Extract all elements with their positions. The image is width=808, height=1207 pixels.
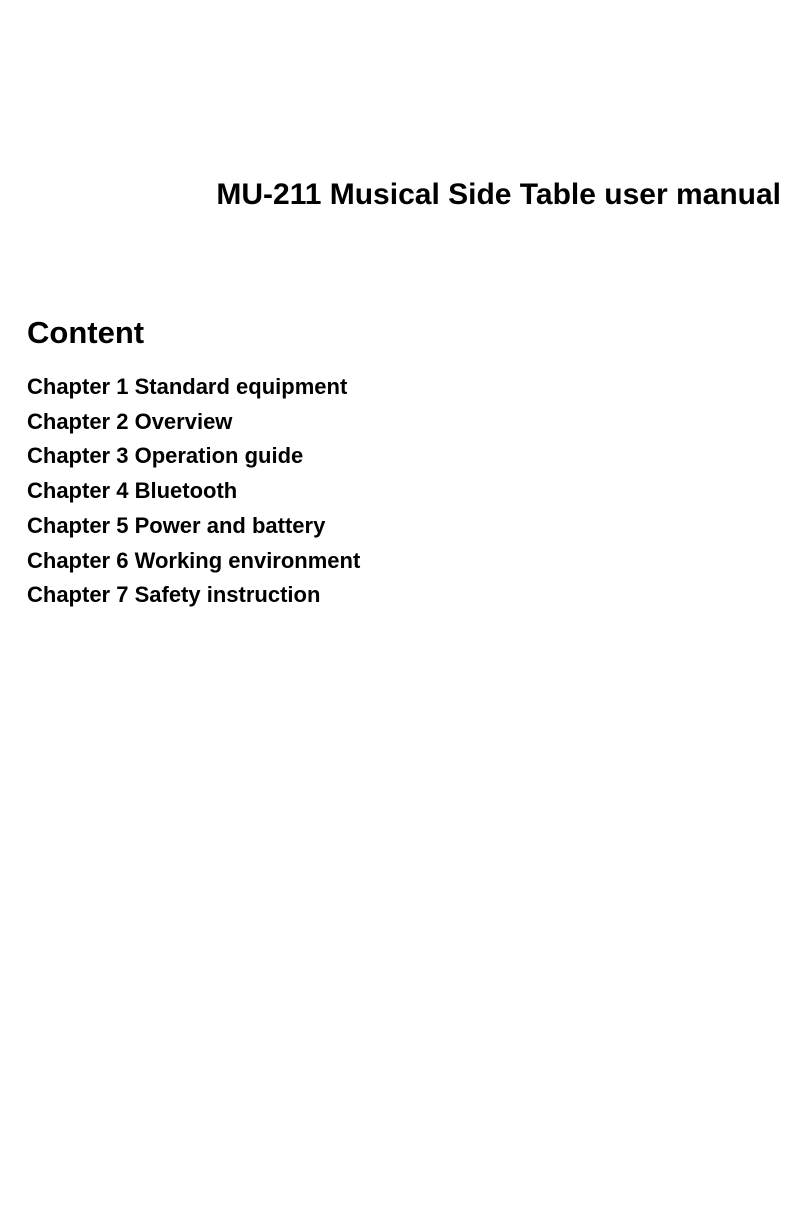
toc-item-chapter-7: Chapter 7 Safety instruction <box>27 582 321 608</box>
toc-item-chapter-1: Chapter 1 Standard equipment <box>27 374 348 399</box>
toc-item-chapter-6: Chapter 6 Working environment <box>27 547 361 573</box>
document-title: MU-211 Musical Side Table user manual <box>216 178 781 211</box>
toc-item-chapter-3: Chapter 3 Operation guide <box>27 443 304 469</box>
toc-item-chapter-2: Chapter 2 Overview <box>27 408 233 434</box>
table-of-contents <box>27 370 360 613</box>
toc-item-chapter-4: Chapter 4 Bluetooth <box>27 478 238 504</box>
toc-item-chapter-5: Chapter 5 Power and battery <box>27 512 326 538</box>
toc-heading: Content <box>27 315 145 350</box>
